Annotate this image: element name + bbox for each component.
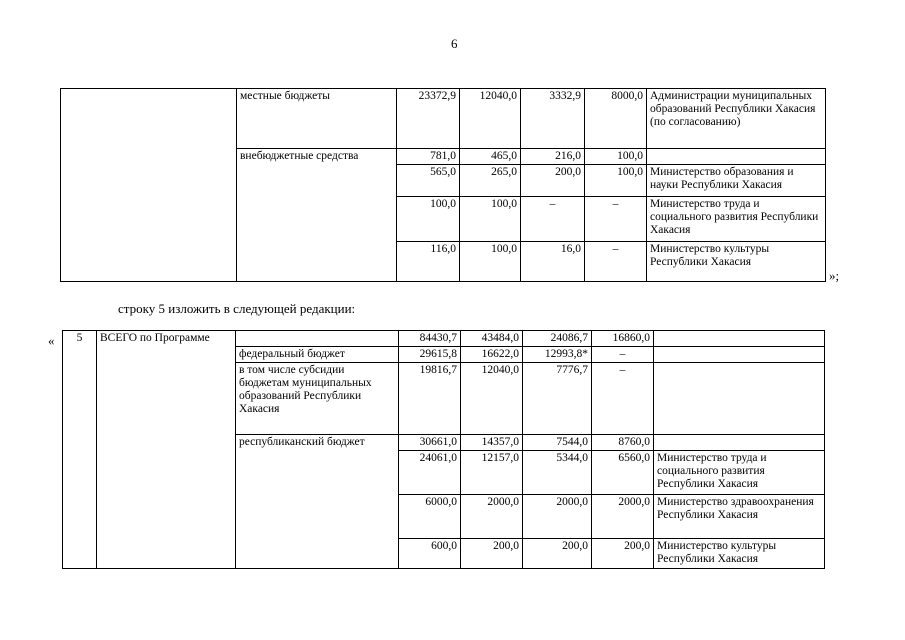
- value-cell: 12993,8*: [523, 347, 592, 363]
- value-cell: 200,0: [521, 165, 585, 197]
- responsible-cell: [654, 363, 825, 435]
- value-cell: 30661,0: [399, 435, 461, 451]
- value-cell: 16622,0: [461, 347, 523, 363]
- value-cell: 43484,0: [461, 331, 523, 347]
- value-cell: 465,0: [460, 149, 521, 165]
- responsible-cell: Министерство здравоохранения Республики Хакасия: [654, 495, 825, 539]
- budget-table-row-5: [62, 330, 825, 569]
- row-number-cell: 5: [63, 331, 97, 569]
- value-cell: 781,0: [397, 149, 460, 165]
- value-cell: 8760,0: [592, 435, 654, 451]
- value-cell: 100,0: [585, 149, 647, 165]
- responsible-cell: [654, 435, 825, 451]
- value-cell: 6000,0: [399, 495, 461, 539]
- funding-source-cell: республиканский бюджет: [236, 435, 399, 569]
- value-cell: 29615,8: [399, 347, 461, 363]
- value-cell: 8000,0: [585, 89, 647, 149]
- value-cell: 12040,0: [460, 89, 521, 149]
- value-cell: 14357,0: [461, 435, 523, 451]
- value-cell: 2000,0: [523, 495, 592, 539]
- value-cell: 84430,7: [399, 331, 461, 347]
- value-cell: 12157,0: [461, 451, 523, 495]
- responsible-cell: [654, 347, 825, 363]
- value-cell: 100,0: [460, 197, 521, 242]
- budget-table-continuation: [60, 88, 826, 282]
- value-cell: 7544,0: [523, 435, 592, 451]
- responsible-cell: [647, 149, 826, 165]
- responsible-cell: Министерство культуры Республики Хакасия: [654, 539, 825, 569]
- page-number: 6: [451, 36, 458, 51]
- value-cell: 23372,9: [397, 89, 460, 149]
- value-cell: 2000,0: [461, 495, 523, 539]
- responsible-cell: Министерство образования и науки Республики Хакасия: [647, 165, 826, 197]
- value-cell: 200,0: [523, 539, 592, 569]
- value-cell: 12040,0: [461, 363, 523, 435]
- opening-quote: «: [48, 333, 55, 348]
- value-cell: 265,0: [460, 165, 521, 197]
- funding-source-cell: местные бюджеты: [237, 89, 397, 149]
- program-name-cell: ВСЕГО по Программе: [97, 331, 236, 569]
- value-cell: 3332,9: [521, 89, 585, 149]
- responsible-cell: Администрации муниципальных образований Республики Хакасия (по согласованию): [647, 89, 826, 149]
- value-cell: 24086,7: [523, 331, 592, 347]
- funding-source-cell: федеральный бюджет: [236, 347, 399, 363]
- value-cell: 200,0: [461, 539, 523, 569]
- closing-quote: »;: [829, 268, 840, 283]
- value-cell: 100,0: [585, 165, 647, 197]
- value-cell: –: [592, 363, 654, 435]
- value-cell: 100,0: [397, 197, 460, 242]
- funding-source-cell: [236, 331, 399, 347]
- value-cell: 16860,0: [592, 331, 654, 347]
- table-row: [63, 331, 825, 347]
- value-cell: 565,0: [397, 165, 460, 197]
- responsible-cell: Министерство труда и социального развития Республики Хакасия: [647, 197, 826, 242]
- funding-source-cell: в том числе субсидии бюджетам муниципальных образований Республики Хакасия: [236, 363, 399, 435]
- value-cell: –: [585, 197, 647, 242]
- value-cell: –: [585, 242, 647, 282]
- responsible-cell: [654, 331, 825, 347]
- responsible-cell: Министерство культуры Республики Хакасия: [647, 242, 826, 282]
- value-cell: 600,0: [399, 539, 461, 569]
- instruction-text: строку 5 изложить в следующей редакции:: [118, 301, 356, 316]
- value-cell: 200,0: [592, 539, 654, 569]
- value-cell: –: [592, 347, 654, 363]
- value-cell: –: [521, 197, 585, 242]
- value-cell: 24061,0: [399, 451, 461, 495]
- value-cell: 100,0: [460, 242, 521, 282]
- value-cell: 216,0: [521, 149, 585, 165]
- value-cell: 6560,0: [592, 451, 654, 495]
- value-cell: 2000,0: [592, 495, 654, 539]
- table-row: [61, 89, 826, 149]
- value-cell: 116,0: [397, 242, 460, 282]
- value-cell: 16,0: [521, 242, 585, 282]
- empty-cell: [61, 89, 237, 282]
- value-cell: 5344,0: [523, 451, 592, 495]
- value-cell: 7776,7: [523, 363, 592, 435]
- value-cell: 19816,7: [399, 363, 461, 435]
- responsible-cell: Министерство труда и социального развития Республики Хакасия: [654, 451, 825, 495]
- funding-source-cell: внебюджетные средства: [237, 149, 397, 282]
